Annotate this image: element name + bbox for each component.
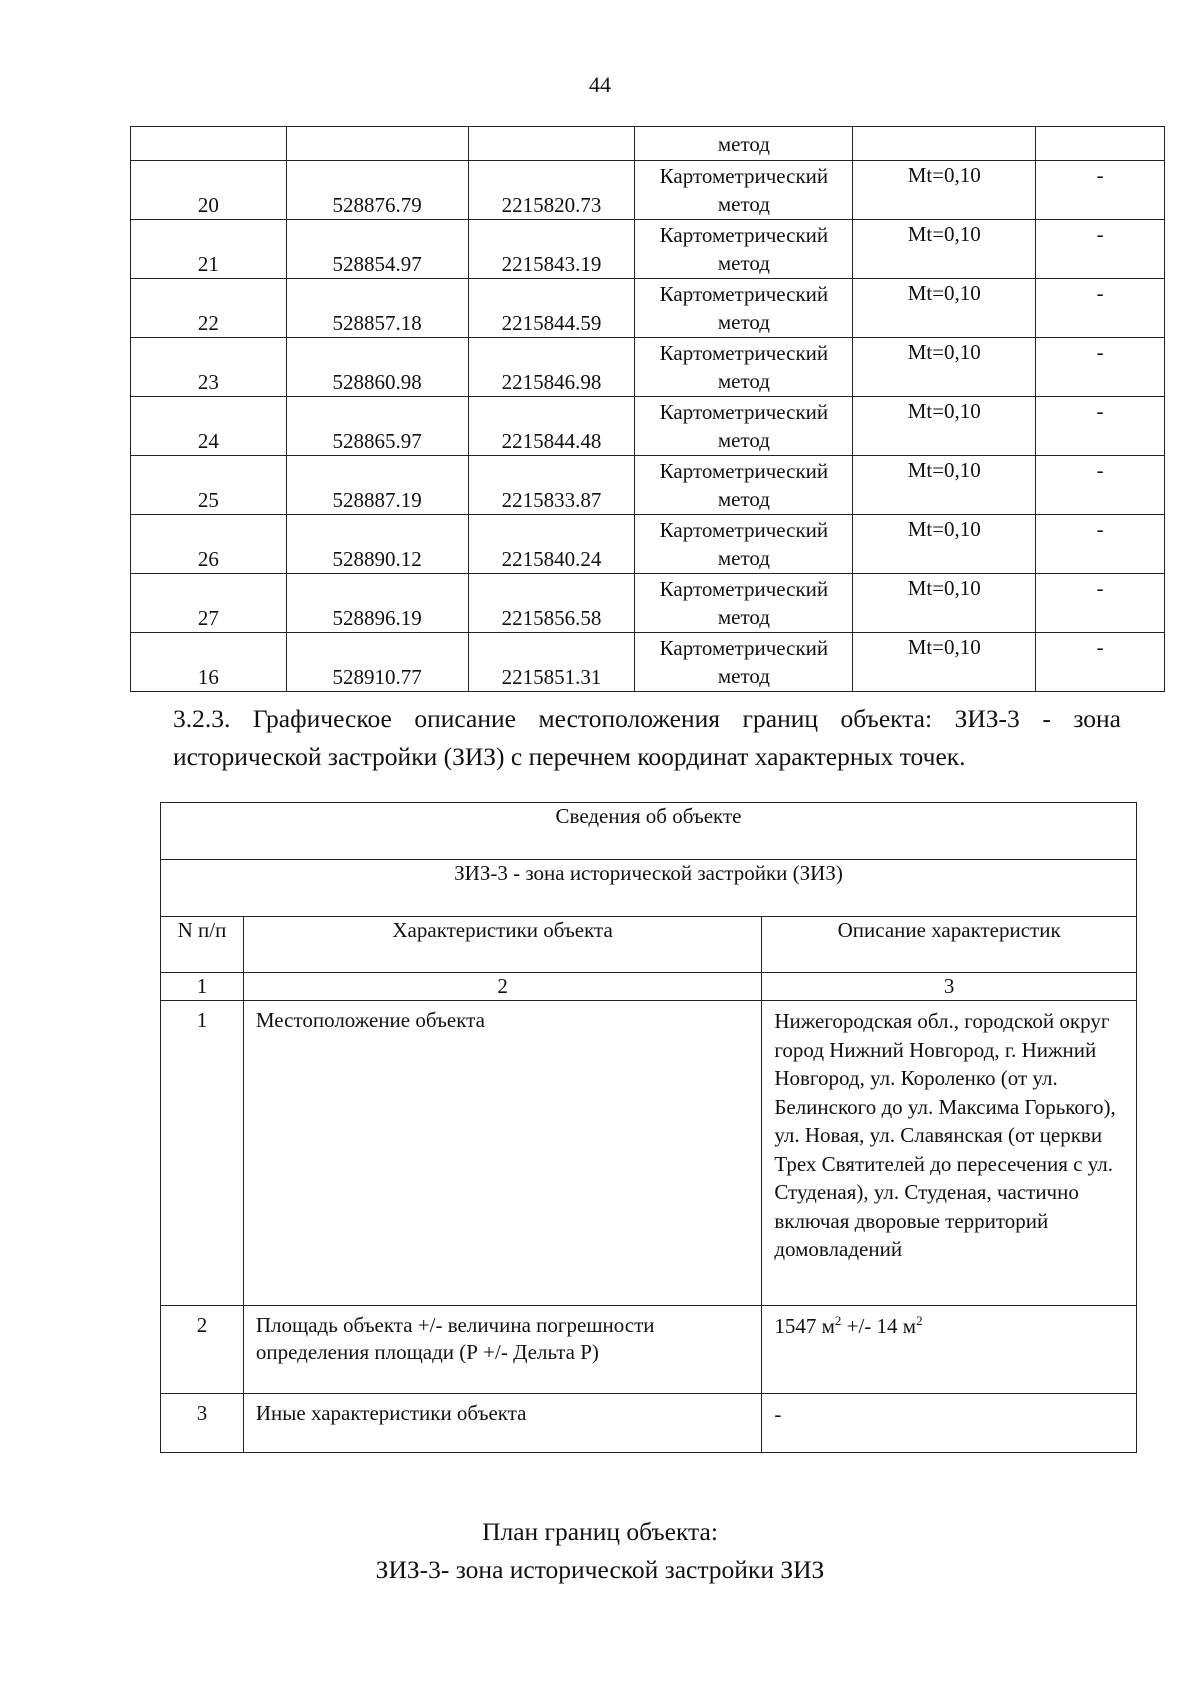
- method-line: метод: [717, 605, 770, 629]
- point-number: 21: [131, 220, 287, 279]
- method-cell: [635, 397, 853, 456]
- plan-title-line1: План границ объекта:: [482, 1517, 718, 1546]
- row-number: 3: [161, 1394, 244, 1453]
- table-row: [161, 1306, 1137, 1394]
- table-row: [161, 1394, 1137, 1453]
- method-line: метод: [717, 428, 770, 452]
- note-cell: -: [1036, 456, 1165, 515]
- table-title: Сведения об объекте: [161, 803, 1137, 860]
- method-line: метод: [717, 664, 770, 688]
- method-line: метод: [717, 192, 770, 216]
- column-header-characteristic: Характеристики объекта: [243, 917, 761, 973]
- y-coordinate: 2215856.58: [468, 574, 635, 633]
- method-cell: [635, 456, 853, 515]
- method-line: Картометрический: [659, 577, 829, 601]
- area-value: 1547 м: [774, 1314, 835, 1338]
- point-number: 27: [131, 574, 287, 633]
- note-cell: -: [1036, 574, 1165, 633]
- row-number: 1: [161, 1001, 244, 1306]
- accuracy-cell: Mt=0,10: [853, 456, 1036, 515]
- row-number: 2: [161, 1306, 244, 1394]
- method-cell: [635, 161, 853, 220]
- point-number: 24: [131, 397, 287, 456]
- x-coordinate: 528910.77: [286, 633, 468, 692]
- column-number: 1: [161, 973, 244, 1001]
- point-number: 26: [131, 515, 287, 574]
- characteristic-cell: Иные характеристики объекта: [243, 1394, 761, 1453]
- description-cell: Нижегородская обл., городской округ город Нижний Новгород, г. Нижний Новгород, ул. Короленко (от ул. Белинского до ул. Максима Горького), ул. Новая, ул. Славянская (от церкви Трех Святителей до пересечения с ул. Студеная), ул. Студеная, частично включая дворовые территорий домовладений: [762, 1001, 1137, 1306]
- method-line: метод: [717, 487, 770, 511]
- method-line: Картометрический: [659, 400, 829, 424]
- method-line: Картометрический: [659, 341, 829, 365]
- page-number: 44: [589, 72, 611, 97]
- x-coordinate: 528857.18: [286, 279, 468, 338]
- x-coordinate: 528896.19: [286, 574, 468, 633]
- y-coordinate: 2215844.48: [468, 397, 635, 456]
- method-cell: [635, 515, 853, 574]
- note-cell: -: [1036, 220, 1165, 279]
- table-row: [131, 633, 1165, 692]
- table-row: [131, 456, 1165, 515]
- column-header-num: N п/п: [161, 917, 244, 973]
- object-info-table: [160, 802, 1137, 1453]
- method-line: Картометрический: [659, 223, 829, 247]
- note-cell: -: [1036, 397, 1165, 456]
- point-number: 25: [131, 456, 287, 515]
- x-coordinate: 528854.97: [286, 220, 468, 279]
- y-coordinate: 2215833.87: [468, 456, 635, 515]
- accuracy-cell: Mt=0,10: [853, 633, 1036, 692]
- method-cell: метод: [635, 127, 853, 161]
- x-coordinate: 528890.12: [286, 515, 468, 574]
- method-line: метод: [717, 369, 770, 393]
- y-coordinate: 2215846.98: [468, 338, 635, 397]
- y-coordinate: 2215820.73: [468, 161, 635, 220]
- description-cell: -: [762, 1394, 1137, 1453]
- note-cell: -: [1036, 338, 1165, 397]
- method-cell: [635, 338, 853, 397]
- table-row: [131, 574, 1165, 633]
- point-number: 16: [131, 633, 287, 692]
- characteristic-cell: Площадь объекта +/- величина погрешности определения площади (Р +/- Дельта Р): [243, 1306, 761, 1394]
- point-number: 20: [131, 161, 287, 220]
- accuracy-cell: Mt=0,10: [853, 515, 1036, 574]
- method-line: Картометрический: [659, 459, 829, 483]
- table-row: [161, 1001, 1137, 1306]
- table-row: [131, 338, 1165, 397]
- method-cell: [635, 220, 853, 279]
- table-row: [131, 161, 1165, 220]
- method-line: Картометрический: [659, 282, 829, 306]
- column-number: 3: [762, 973, 1137, 1001]
- table-row: [131, 127, 1165, 161]
- method-cell: [635, 574, 853, 633]
- table-row: [131, 515, 1165, 574]
- area-unit-exponent: 2: [916, 1313, 923, 1328]
- column-header-description: Описание характеристик: [762, 917, 1137, 973]
- method-cell: [635, 633, 853, 692]
- accuracy-cell: Mt=0,10: [853, 220, 1036, 279]
- y-coordinate: 2215840.24: [468, 515, 635, 574]
- area-value-cell: [762, 1306, 1137, 1394]
- accuracy-cell: Mt=0,10: [853, 161, 1036, 220]
- accuracy-cell: Mt=0,10: [853, 397, 1036, 456]
- accuracy-cell: Mt=0,10: [853, 338, 1036, 397]
- coordinates-table: [130, 126, 1165, 692]
- y-coordinate: 2215851.31: [468, 633, 635, 692]
- note-cell: -: [1036, 279, 1165, 338]
- y-coordinate: 2215843.19: [468, 220, 635, 279]
- method-cell: [635, 279, 853, 338]
- accuracy-cell: Mt=0,10: [853, 574, 1036, 633]
- table-row: [131, 397, 1165, 456]
- method-line: Картометрический: [659, 636, 829, 660]
- point-number: 23: [131, 338, 287, 397]
- area-tolerance: +/- 14 м: [841, 1314, 917, 1338]
- table-row: [131, 220, 1165, 279]
- x-coordinate: 528876.79: [286, 161, 468, 220]
- section-heading: 3.2.3. Графическое описание местоположения границ объекта: ЗИЗ-3 - зона исторической застройки (ЗИЗ) с перечнем координат характерных точек.: [173, 704, 1121, 771]
- object-name: ЗИЗ-3 - зона исторической застройки (ЗИЗ): [161, 860, 1137, 917]
- accuracy-cell: Mt=0,10: [853, 279, 1036, 338]
- area-unit-exponent: 2: [834, 1313, 842, 1328]
- plan-title: [0, 1513, 1200, 1589]
- point-number: 22: [131, 279, 287, 338]
- method-line: Картометрический: [659, 518, 829, 542]
- note-cell: -: [1036, 633, 1165, 692]
- method-line: метод: [717, 546, 770, 570]
- method-line: Картометрический: [659, 164, 829, 188]
- characteristic-cell: Местоположение объекта: [243, 1001, 761, 1306]
- table-row: [131, 279, 1165, 338]
- column-number: 2: [243, 973, 761, 1001]
- x-coordinate: 528865.97: [286, 397, 468, 456]
- method-line: метод: [717, 310, 770, 334]
- x-coordinate: 528887.19: [286, 456, 468, 515]
- note-cell: -: [1036, 515, 1165, 574]
- y-coordinate: 2215844.59: [468, 279, 635, 338]
- method-line: метод: [717, 251, 770, 275]
- note-cell: -: [1036, 161, 1165, 220]
- plan-title-line2: ЗИЗ-3- зона исторической застройки ЗИЗ: [375, 1555, 825, 1584]
- x-coordinate: 528860.98: [286, 338, 468, 397]
